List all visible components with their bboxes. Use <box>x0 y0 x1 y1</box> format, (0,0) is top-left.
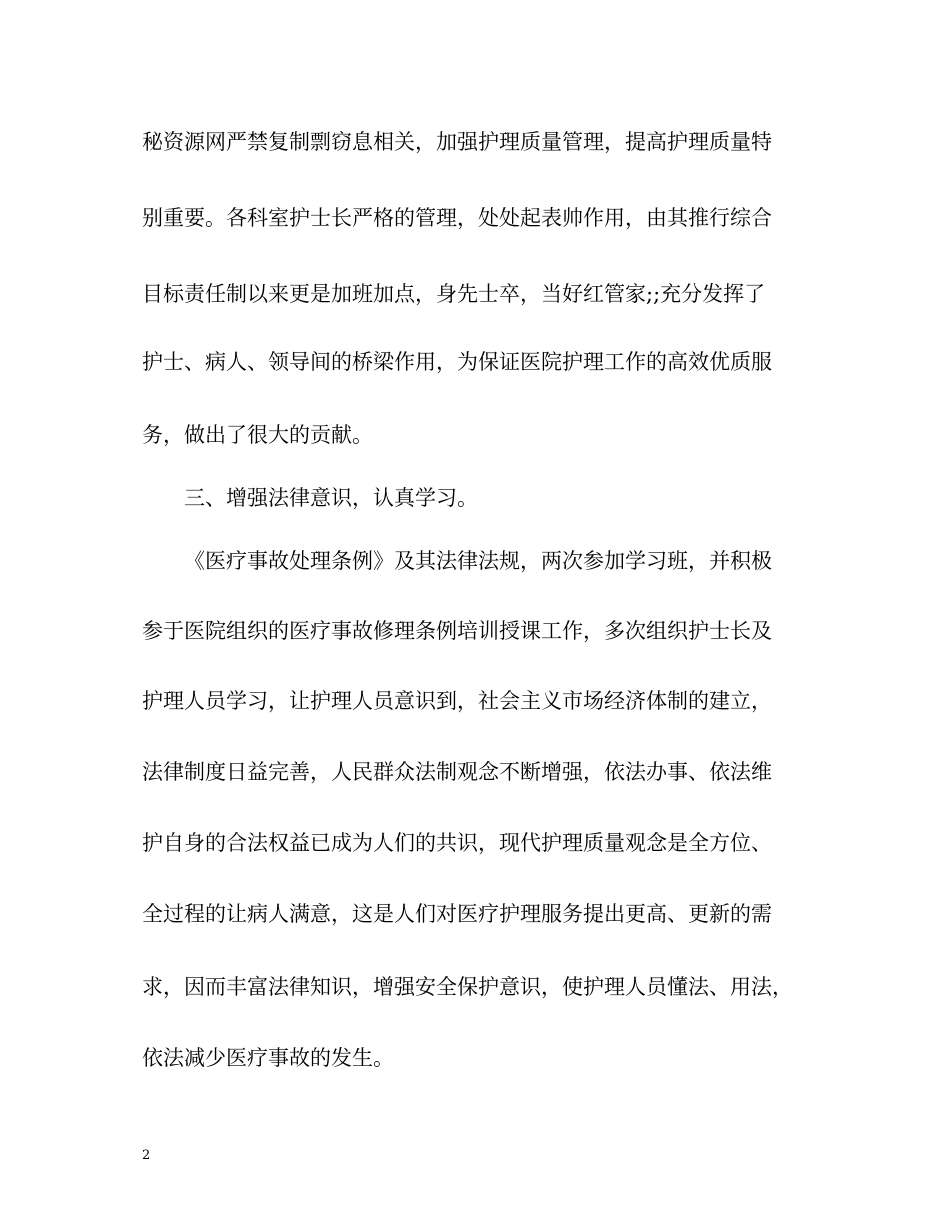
body-text-line: 目标责任制以来更是加班加点，身先士卒，当好红管家;;充分发挥了 <box>142 282 766 306</box>
section-heading: 三、增强法律意识，认真学习。 <box>184 486 478 510</box>
body-text-line: 依法减少医疗事故的发生。 <box>142 1046 394 1070</box>
body-text-line: 全过程的让病人满意，这是人们对医疗护理服务提出更高、更新的需 <box>142 902 772 926</box>
body-text-line: 秘资源网严禁复制剽窃息相关，加强护理质量管理，提高护理质量特 <box>142 130 772 154</box>
body-text-line: 护自身的合法权益已成为人们的共识，现代护理质量观念是全方位、 <box>142 831 772 855</box>
body-text-line: 护理人员学习，让护理人员意识到，社会主义市场经济体制的建立， <box>142 689 772 713</box>
body-text-line: 参于医院组织的医疗事故修理条例培训授课工作，多次组织护士长及 <box>142 619 772 643</box>
body-text-line: 务，做出了很大的贡献。 <box>142 423 373 447</box>
body-text-line: 别重要。各科室护士长严格的管理，处处起表帅作用，由其推行综合 <box>142 206 772 230</box>
page-number: 2 <box>142 1148 151 1163</box>
body-text-line: 《医疗事故处理条例》及其法律法规，两次参加学习班，并积极 <box>184 549 772 573</box>
body-text-line: 求，因而丰富法律知识，增强安全保护意识，使护理人员懂法、用法， <box>142 975 793 999</box>
body-text-line: 护士、病人、领导间的桥梁作用，为保证医院护理工作的高效优质服 <box>142 350 772 374</box>
body-text-line: 法律制度日益完善，人民群众法制观念不断增强，依法办事、依法维 <box>142 760 772 784</box>
